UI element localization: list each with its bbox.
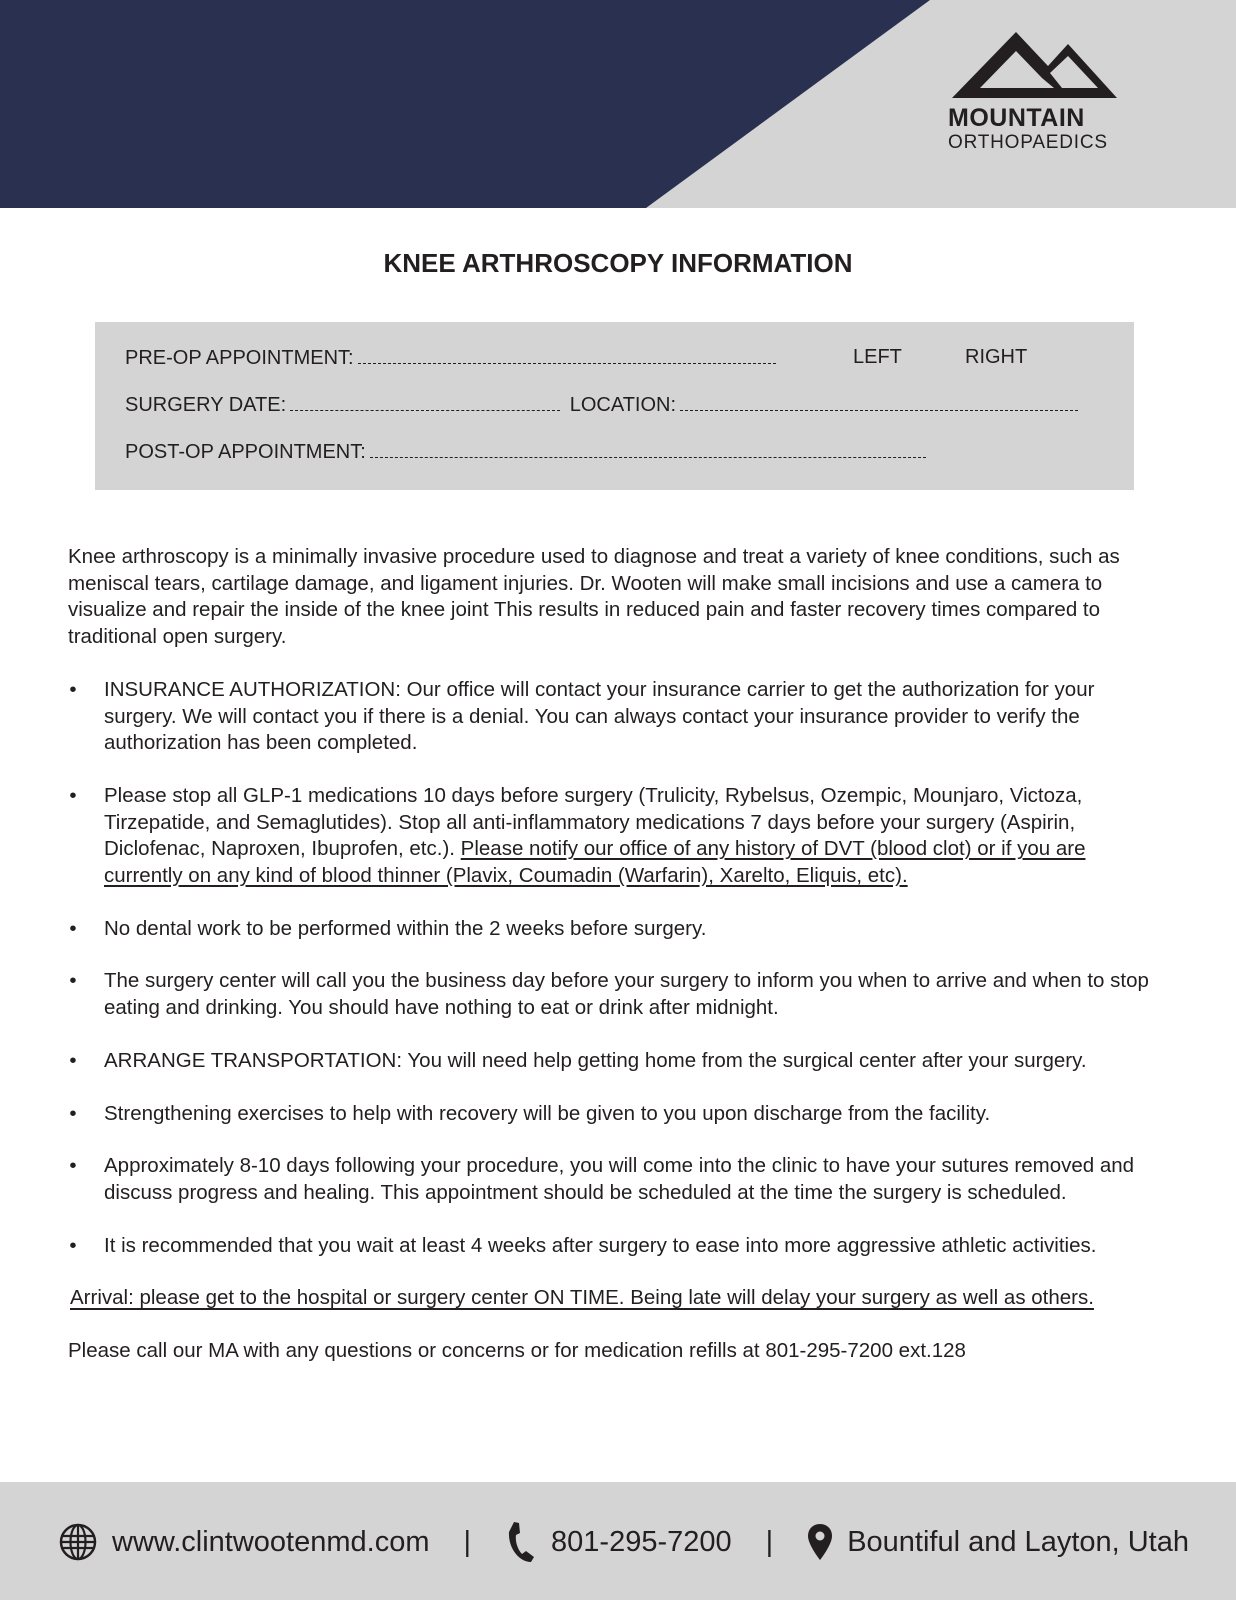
list-item: [68, 783, 1168, 890]
website-link[interactable]: www.clintwootenmd.com: [112, 1525, 430, 1558]
list-item: [68, 968, 1168, 1021]
phone-icon: [505, 1520, 537, 1564]
instructions-list: [68, 677, 1168, 1260]
list-item: [68, 1048, 1168, 1075]
footer-contact: [58, 1520, 1189, 1564]
list-item: [68, 1233, 1168, 1260]
separator: |: [463, 1525, 472, 1558]
preop-label: PRE-OP APPOINTMENT:: [125, 347, 354, 369]
list-item-text: Strengthening exercises to help with recovery will be given to you upon discharge from the facility.: [104, 1101, 991, 1125]
bullet-icon: •: [69, 1101, 77, 1125]
list-item-text: Approximately 8-10 days following your procedure, you will come into the clinic to have your sutures removed and discuss progress and healing. This appointment should be scheduled at the time the surgery is scheduled.: [104, 1154, 1135, 1204]
blood-thinner-notice: Please notify our office of any history of DVT (blood clot) or if you are currently on any kind of blood thinner (Plavix, Coumadin (Warfarin), Xarelto, Eliquis, etc).: [104, 837, 1086, 888]
list-item-text: It is recommended that you wait at least 4 weeks after surgery to ease into more aggressive athletic activities.: [104, 1233, 1097, 1257]
bullet-icon: •: [69, 677, 77, 701]
postop-row: [125, 438, 1104, 485]
surgery-date-blank-field[interactable]: [290, 391, 560, 411]
bullet-icon: •: [69, 916, 77, 940]
surgery-row: [125, 391, 1104, 438]
intro-paragraph: Knee arthroscopy is a minimally invasive procedure used to diagnose and treat a variety of knee conditions, such as meniscal tears, cartilage damage, and ligament injuries. Dr. Wooten will make small incisions and use a camera to visualize and repair the inside of the knee joint This results in reduced pain and faster recovery times compared to traditional open surgery.: [68, 545, 1120, 649]
contact-note: Please call our MA with any questions or concerns or for medication refills at 801-295-7200 ext.128: [68, 1339, 966, 1363]
bullet-icon: •: [69, 969, 77, 993]
right-option[interactable]: RIGHT: [965, 346, 1028, 368]
page-title: KNEE ARTHROSCOPY INFORMATION: [383, 248, 853, 278]
location-blank-field[interactable]: [680, 391, 1078, 411]
mountain-logo-icon: [952, 30, 1117, 100]
list-item: [68, 677, 1168, 757]
preop-row: [125, 344, 1104, 391]
bullet-icon: •: [69, 783, 77, 807]
bullet-icon: •: [69, 1048, 77, 1072]
postop-label: POST-OP APPOINTMENT:: [125, 441, 366, 463]
list-item-text: Please stop all GLP-1 medications 10 days before surgery (Trulicity, Rybelsus, Ozempic, Mounjaro, Victoza, Tirzepatide, and Semaglutides). Stop all anti-inflammatory medications 7 days before your surgery (Aspirin, Diclofenac, Naproxen, Ibuprofen, etc.).: [104, 783, 1083, 861]
location-label: LOCATION:: [569, 394, 677, 416]
bullet-icon: •: [69, 1154, 77, 1178]
brand-logo: [948, 30, 1123, 152]
list-item-text: No dental work to be performed within the 2 weeks before surgery.: [104, 916, 707, 940]
list-item: [68, 1153, 1168, 1206]
arrival-notice: Arrival: please get to the hospital or surgery center ON TIME. Being late will delay your surgery as well as others.: [70, 1286, 1094, 1310]
document-body: [68, 544, 1168, 1365]
bullet-icon: •: [69, 1233, 77, 1257]
list-item-text: The surgery center will call you the business day before your surgery to inform you when to arrive and when to stop eating and drinking. You should have nothing to eat or drink after midnight.: [104, 969, 1149, 1020]
surgery-date-label: SURGERY DATE:: [125, 394, 287, 416]
postop-blank-field[interactable]: [370, 438, 926, 458]
separator: |: [765, 1525, 774, 1558]
map-pin-icon: [807, 1523, 833, 1561]
list-item-text: INSURANCE AUTHORIZATION: Our office will contact your insurance carrier to get the authorization for your surgery. We will contact you if there is a denial. You can always contact your insurance provider to verify the authorization has been completed.: [104, 677, 1095, 755]
list-item: [68, 1101, 1168, 1128]
brand-name: MOUNTAIN: [948, 104, 1085, 132]
list-item-text: ARRANGE TRANSPORTATION: You will need help getting home from the surgical center after your surgery.: [104, 1048, 1087, 1072]
phone-number[interactable]: 801-295-7200: [551, 1525, 732, 1558]
location-text: Bountiful and Layton, Utah: [847, 1525, 1190, 1558]
globe-icon: [58, 1522, 98, 1562]
brand-subtitle: ORTHOPAEDICS: [948, 132, 1108, 153]
footer-bar: [0, 1482, 1236, 1600]
preop-blank-field[interactable]: [358, 344, 776, 364]
left-option[interactable]: LEFT: [853, 346, 902, 368]
header-banner: [0, 0, 1236, 208]
appointment-form-box: [95, 322, 1134, 490]
list-item: [68, 916, 1168, 943]
